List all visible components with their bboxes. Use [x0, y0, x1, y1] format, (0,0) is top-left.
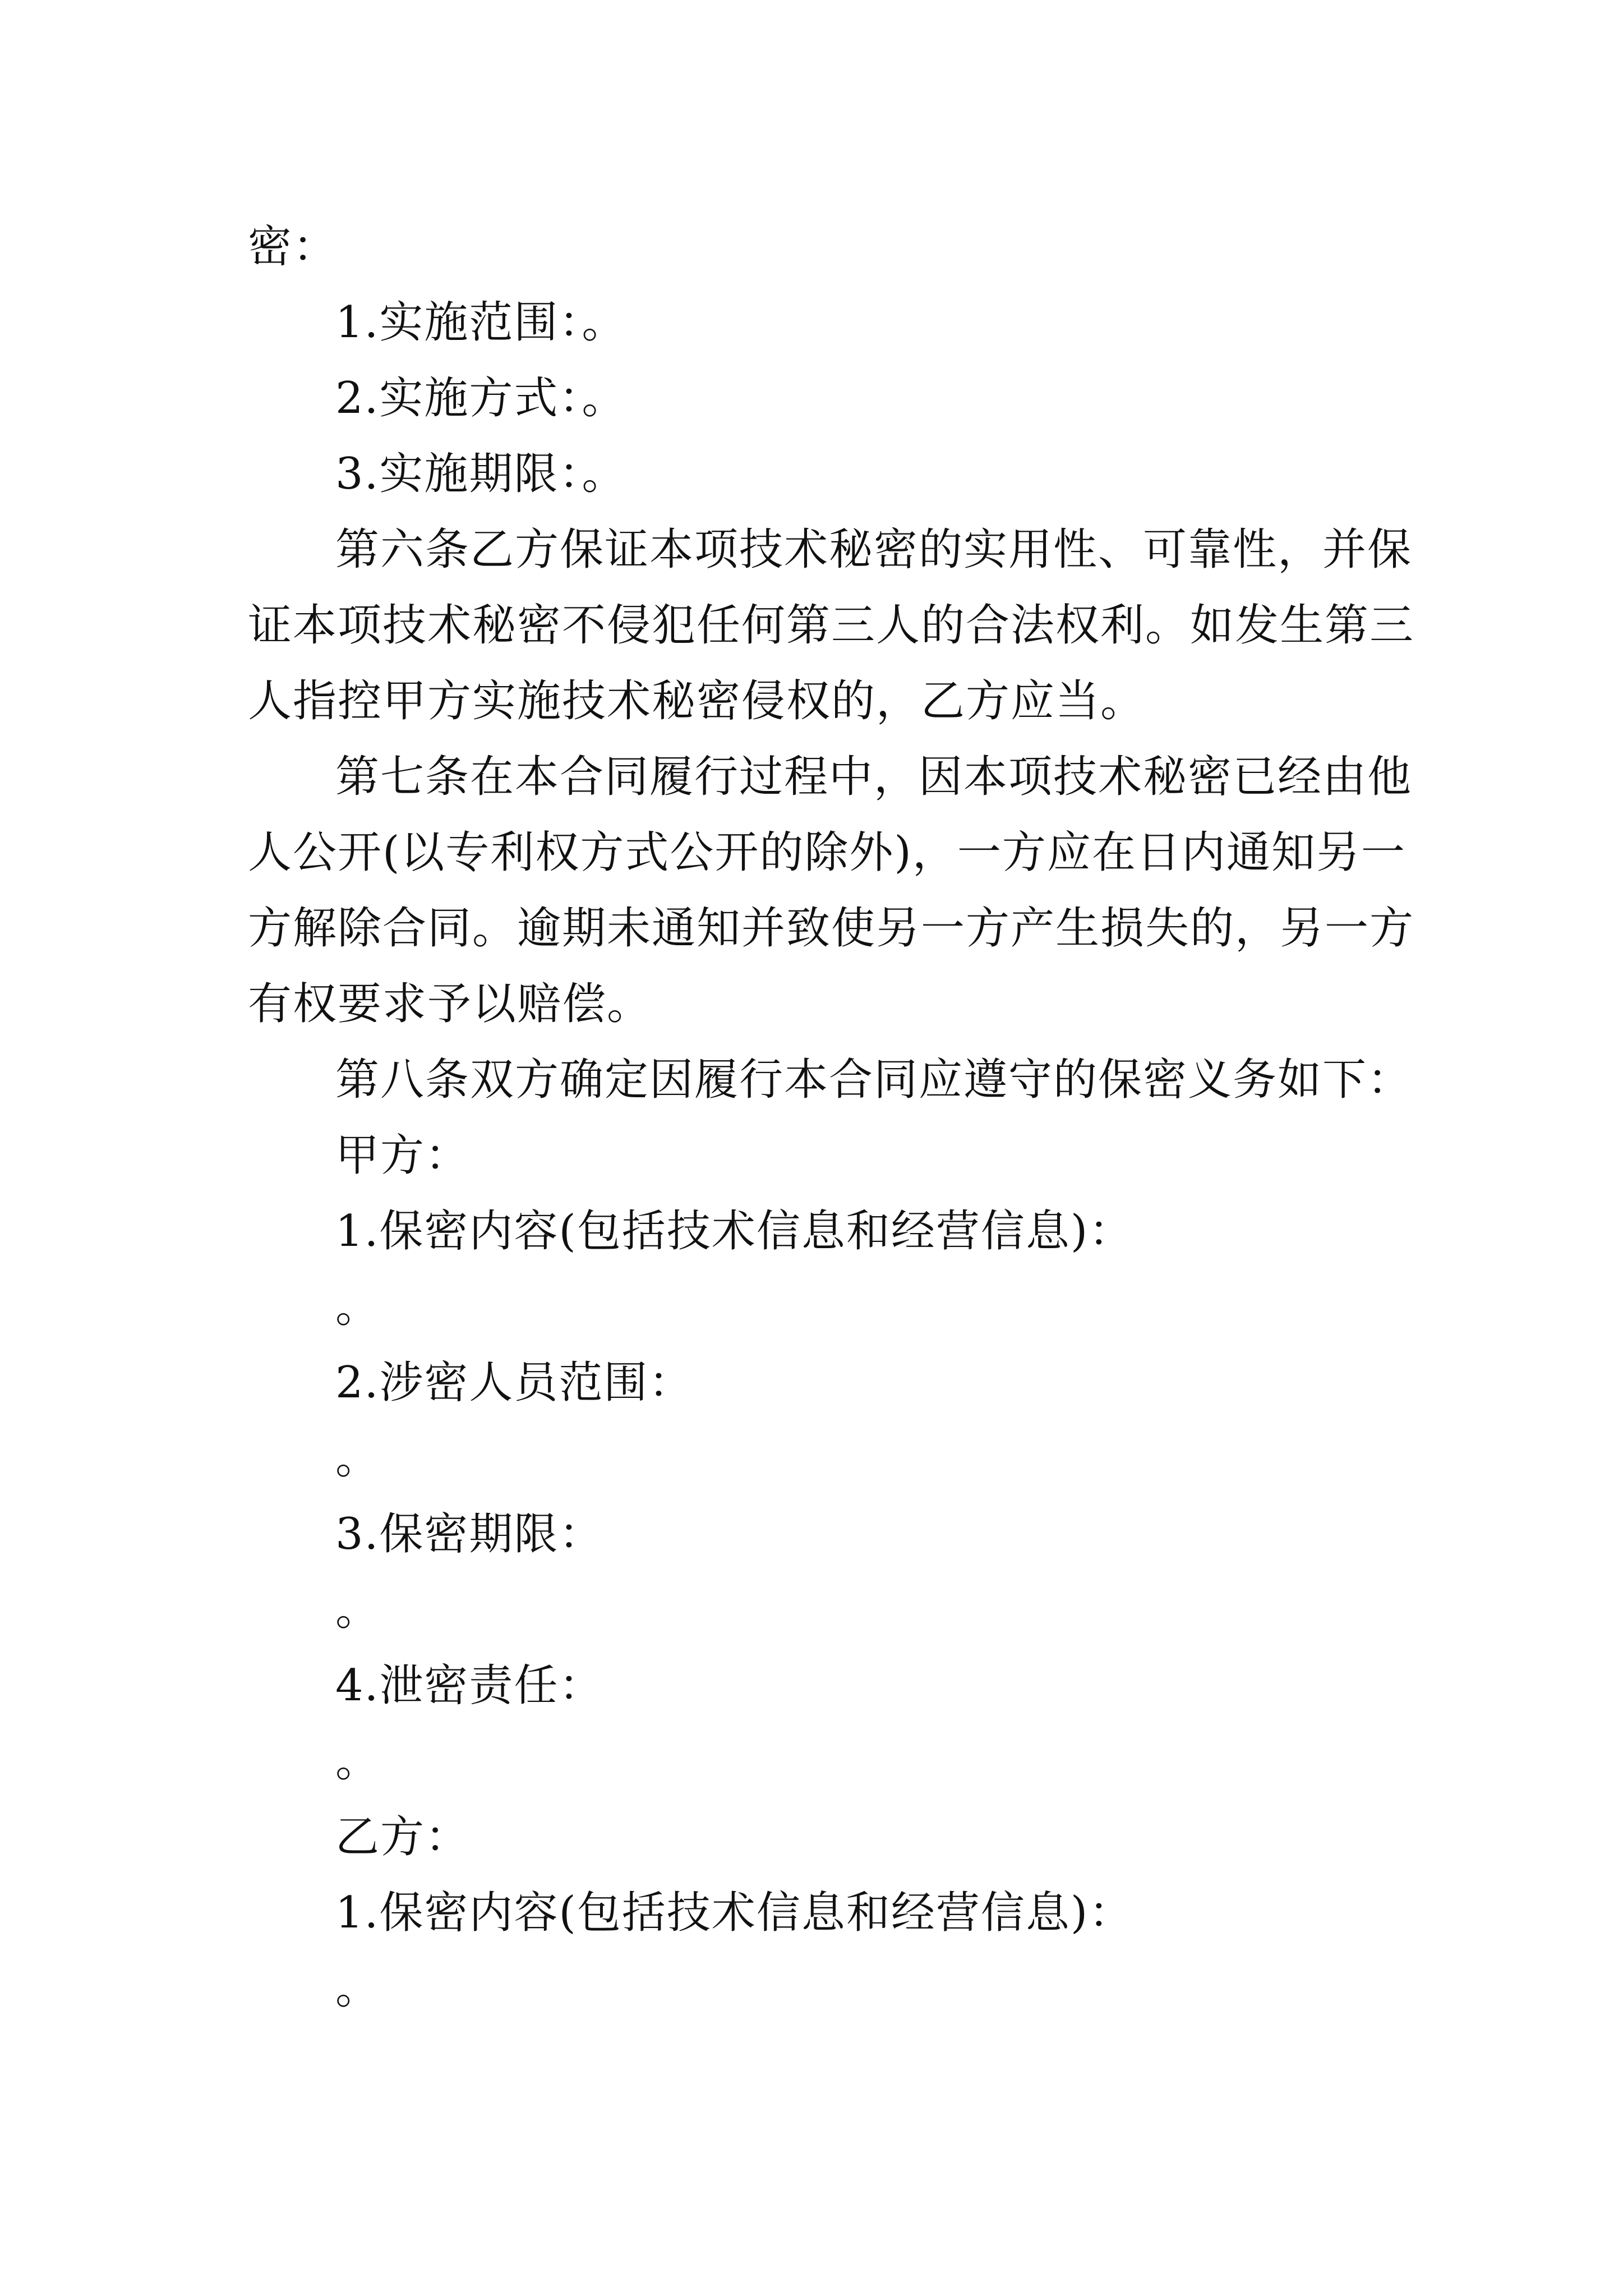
text-line: 。 [335, 1433, 381, 1484]
text-line: 3.保密期限： [335, 1509, 604, 1559]
text-line: 证本项技术秘密不侵犯任何第三人的合法权利。如发生第三 [248, 600, 1415, 651]
text-line: 第七条在本合同履行过程中，因本项技术秘密已经由他 [335, 752, 1413, 802]
text-line: 。 [335, 1282, 381, 1332]
text-line: 密： [248, 222, 338, 272]
text-line: 2.实施方式：。 [335, 373, 627, 424]
text-line: 有权要求予以赔偿。 [248, 979, 652, 1029]
text-line: 第六条乙方保证本项技术秘密的实用性、可靠性，并保 [335, 524, 1413, 575]
text-line: 。 [335, 1585, 381, 1635]
text-line: 4.泄密责任： [335, 1660, 604, 1711]
text-line: 2.涉密人员范围： [335, 1358, 694, 1408]
text-line: 。 [335, 1736, 381, 1787]
text-line: 甲方： [335, 1130, 471, 1181]
text-line: 方解除合同。逾期未通知并致使另一方产生损失的，另一方 [248, 903, 1415, 954]
text-line: 。 [335, 1963, 381, 2014]
text-line: 第八条双方确定因履行本合同应遵守的保密义务如下： [335, 1055, 1413, 1105]
text-line: 1.保密内容(包括技术信息和经营信息)： [335, 1206, 1134, 1257]
text-line: 人公开(以专利权方式公开的除外)，一方应在日内通知另一 [248, 827, 1406, 878]
text-line: 人指控甲方实施技术秘密侵权的，乙方应当。 [248, 676, 1146, 726]
text-line: 3.实施期限：。 [335, 449, 627, 499]
text-line: 1.实施范围：。 [335, 297, 627, 348]
text-line: 1.保密内容(包括技术信息和经营信息)： [335, 1888, 1134, 1938]
text-line: 乙方： [335, 1812, 471, 1862]
